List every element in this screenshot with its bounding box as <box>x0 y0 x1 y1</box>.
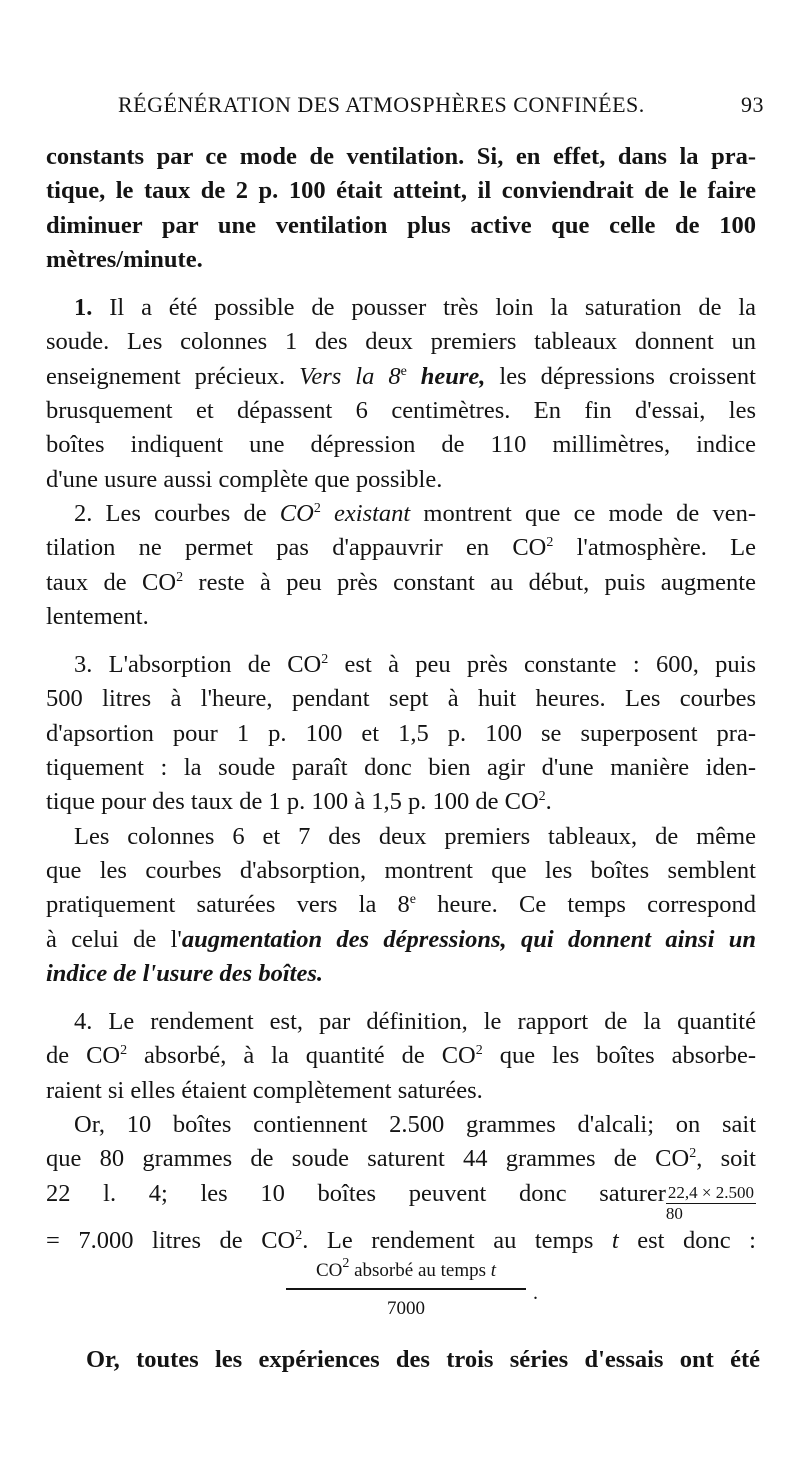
paragraph-4 <box>46 820 756 991</box>
text-fragment: est à peu près constante : 600, puis <box>328 651 756 679</box>
text-line: raient si elles étaient complètement saturées. <box>46 1076 483 1104</box>
superscript: 2 <box>176 569 184 585</box>
italic-fragment: Vers la 8 <box>299 362 401 390</box>
text-line: d'apsortion pour 1 p. 100 et 1,5 p. 100 se superposent pra- <box>46 719 756 747</box>
italic-fragment: CO <box>279 499 314 527</box>
superscript: e <box>400 363 407 379</box>
text-fragment: que les boîtes absorbe- <box>482 1042 756 1070</box>
closing-line: Or, toutes les expériences des trois séries d'essais ont été <box>86 1346 760 1373</box>
page-number: 93 <box>741 92 764 117</box>
formula-period: . <box>533 1282 538 1304</box>
item-number: 1. <box>74 294 93 322</box>
paragraph-0 <box>46 140 756 277</box>
superscript: e <box>409 892 417 908</box>
text-line: soude. Les colonnes 1 des deux premiers tableaux donnent un <box>46 328 756 356</box>
text-fragment: CO <box>315 1260 343 1281</box>
text-fragment: pratiquement saturées vers la 8 <box>46 891 410 919</box>
text-fragment: que 80 grammes de soude saturent 44 grammes de CO <box>46 1145 690 1173</box>
superscript: 2 <box>321 652 329 668</box>
paragraph-2 <box>46 497 756 634</box>
text-fragment: L'absorption de CO <box>92 651 322 679</box>
italic-fragment: augmentation des dépressions, qui donnent ainsi un <box>181 925 756 953</box>
paragraph-5 <box>46 1005 756 1108</box>
text-fragment: de CO <box>46 1042 121 1070</box>
text-line: Les colonnes 6 et 7 des deux premiers tableaux, de même <box>74 822 756 850</box>
text-fragment: Les courbes de <box>92 499 280 527</box>
inline-fraction <box>666 1183 756 1224</box>
text-line: tique, le taux de 2 p. 100 était atteint, il conviendrait de le faire <box>46 177 756 205</box>
text-line: diminuer par une ventilation plus active que celle de 100 <box>46 211 756 239</box>
paragraph-1 <box>46 291 756 497</box>
text-fragment: , soit <box>696 1145 756 1173</box>
text-line: boîtes indiquent une dépression de 110 millimètres, indice <box>46 431 756 459</box>
text-line: Il a été possible de pousser très loin la saturation de la <box>92 294 756 322</box>
running-title: RÉGÉNÉRATION DES ATMOSPHÈRES CONFINÉES. <box>118 92 645 117</box>
text-line: que les courbes d'absorption, montrent que les boîtes semblent <box>46 856 756 884</box>
text-fragment: . <box>545 788 552 816</box>
text-fragment: tilation ne permet pas d'appauvrir en CO <box>46 534 547 562</box>
fraction-denominator: 80 <box>665 1203 683 1223</box>
superscript: 2 <box>342 1256 350 1271</box>
text-line: 500 litres à l'heure, pendant sept à huit heures. Les courbes <box>46 685 756 713</box>
superscript: 2 <box>538 789 546 805</box>
text-line: lentement. <box>46 602 149 630</box>
text-line: mètres/minute. <box>46 245 203 273</box>
italic-fragment: indice de l'usure des boîtes. <box>46 959 323 987</box>
yield-formula <box>286 1256 538 1322</box>
text-line: tiquement : la soude paraît donc bien agir d'une manière iden- <box>46 754 756 782</box>
text-fragment: est donc : <box>618 1226 756 1254</box>
item-number: 3. <box>74 651 93 679</box>
text-fragment: tique pour des taux de 1 p. 100 à 1,5 p. 100 de CO <box>46 788 539 816</box>
formula-numerator <box>286 1258 526 1290</box>
body-text <box>46 140 756 1258</box>
text-fragment: absorbé, à la quantité de CO <box>127 1042 476 1070</box>
text-fragment: les dépressions croissent <box>485 362 756 390</box>
text-fragment: reste à peu près constant au début, puis augmente <box>183 568 756 596</box>
superscript: 2 <box>120 1043 128 1059</box>
italic-fragment: existant <box>320 499 411 527</box>
italic-fragment: t <box>611 1226 619 1254</box>
text-line: Or, 10 boîtes contiennent 2.500 grammes d'alcali; on sait <box>74 1111 756 1139</box>
text-fragment: . Le rendement au temps <box>302 1226 612 1254</box>
text-fragment: l'atmosphère. Le <box>553 534 756 562</box>
text-line: constants par ce mode de ventilation. Si, en effet, dans la pra- <box>46 143 756 170</box>
text-fragment: absorbé au temps <box>349 1260 491 1281</box>
italic-fragment: t <box>490 1260 497 1281</box>
paragraph-3 <box>46 648 756 819</box>
text-fragment: taux de CO <box>46 568 177 596</box>
text-fragment: heure. Ce temps correspond <box>416 891 757 919</box>
superscript: 2 <box>475 1043 483 1059</box>
text-fragment: montrent que ce mode de ven- <box>410 499 756 527</box>
text-fragment: 22 l. 4; les 10 boîtes peuvent donc saturer <box>46 1179 666 1207</box>
text-fragment: Le rendement est, par définition, le rapport de la quantité <box>92 1008 756 1036</box>
superscript: 2 <box>546 535 554 551</box>
item-number: 2. <box>74 499 93 527</box>
formula-denominator: 7000 <box>387 1298 425 1319</box>
italic-fragment: heure, <box>406 362 486 390</box>
superscript: 2 <box>313 500 321 516</box>
text-fragment: = 7.000 litres de CO <box>46 1226 296 1254</box>
text-fragment: enseignement précieux. <box>46 362 300 390</box>
superscript: 2 <box>689 1146 697 1162</box>
paragraph-6 <box>46 1108 756 1258</box>
text-fragment: à celui de l' <box>46 925 182 953</box>
item-number: 4. <box>74 1008 93 1036</box>
text-line: d'une usure aussi complète que possible. <box>46 465 443 493</box>
text-line: brusquement et dépassent 6 centimètres. En fin d'essai, les <box>46 397 756 425</box>
superscript: 2 <box>295 1227 303 1243</box>
fraction-numerator: 22,4 × 2.500 <box>667 1182 754 1202</box>
